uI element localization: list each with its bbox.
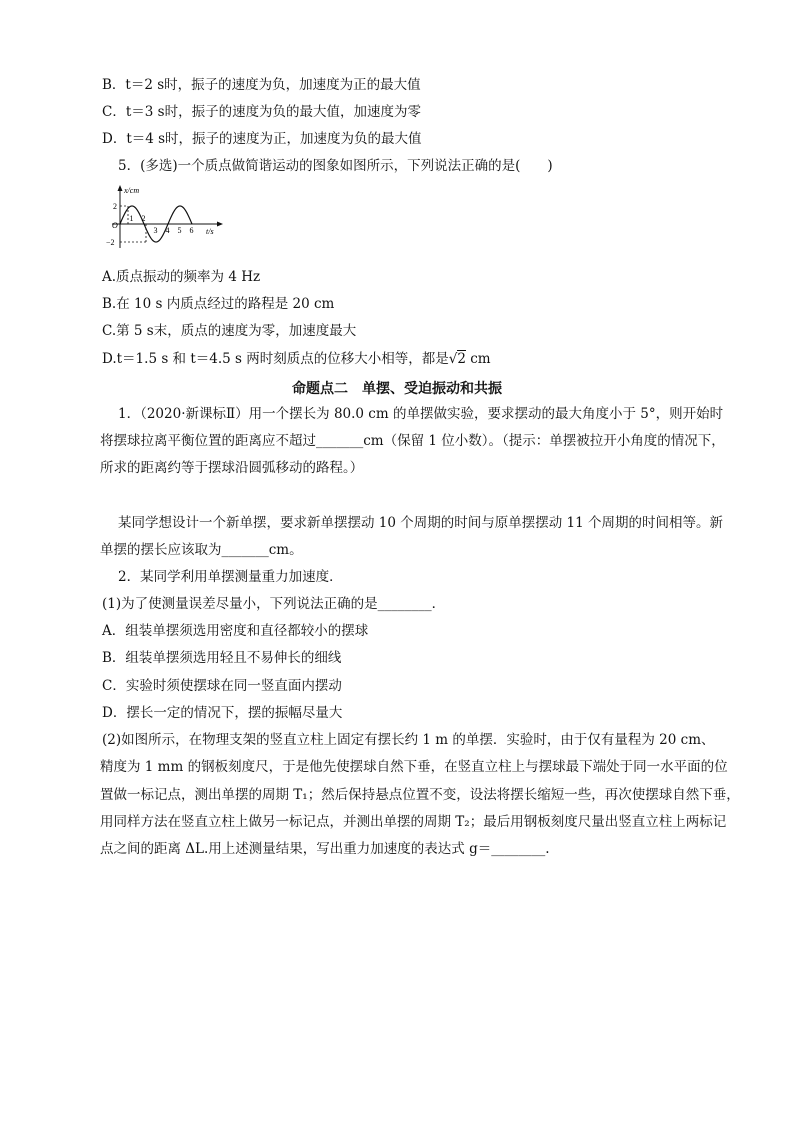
- q5-stem: 5．(多选)一个质点做简谐运动的图象如图所示，下列说法正确的是( ): [118, 158, 553, 174]
- q4-option-c: C．t＝3 s时，振子的速度为负的最大值，加速度为零: [102, 104, 422, 120]
- q5-option-c: C.第 5 s末，质点的速度为零，加速度最大: [102, 323, 357, 339]
- s2-sub2-line-1: (2)如图所示，在物理支架的竖直立柱上固定有摆长约 1 m 的单摆．实验时，由于仅有量程为 20 cm、: [102, 732, 715, 748]
- graph-origin: O: [112, 221, 118, 230]
- q5-option-a: A.质点振动的频率为 4 Hz: [102, 269, 261, 285]
- q4-option-b: B．t＝2 s时，振子的速度为负，加速度为正的最大值: [102, 77, 421, 93]
- graph-xtick-1: 1: [129, 214, 134, 223]
- s2-sub1: (1)为了使测量误差尽量小，下列说法正确的是________．: [102, 596, 446, 612]
- vibration-graph: [100, 184, 230, 254]
- sqrt-radicand: 2: [457, 351, 466, 367]
- s2-stem: 2．某同学利用单摆测量重力加速度．: [118, 569, 343, 585]
- q5-option-d-text: D.t＝1.5 s 和 t＝4.5 s 两时刻质点的位移大小相等，都是: [102, 351, 449, 367]
- s1-line-1: 1．（2020·新课标Ⅱ）用一个摆长为 80.0 cm 的单摆做实验，要求摆动的最大角度小于 5°，则开始时: [118, 406, 724, 422]
- s2-option-d: D．摆长一定的情况下，摆的振幅尽量大: [102, 705, 343, 721]
- graph-ytick-top: 2: [113, 202, 117, 211]
- q5-option-d-unit: cm: [465, 351, 491, 367]
- s1-line-5: 单摆的摆长应该取为_______cm。: [100, 542, 303, 558]
- graph-xtick-4: 4: [165, 226, 170, 235]
- sqrt-symbol: √2: [448, 351, 466, 367]
- graph-ytick-bottom: −2: [106, 238, 115, 247]
- s2-sub2-line-4: 用同样方法在竖直立柱上做另一标记点，并测出单摆的周期 T₂；最后用钢板刻度尺量出竖直立柱上两标记: [100, 814, 727, 830]
- s2-sub2-line-5: 点之间的距离 ΔL.用上述测量结果，写出重力加速度的表达式 g＝________.: [100, 841, 550, 857]
- s2-sub2-line-3: 置做一标记点，测出单摆的周期 T₁；然后保持悬点位置不变，设法将摆长缩短一些，再次使摆球自然下垂，: [100, 787, 740, 803]
- q4-option-d: D．t＝4 s时，振子的速度为正，加速度为负的最大值: [102, 131, 422, 147]
- graph-xlabel: t/s: [206, 227, 214, 236]
- section-heading: 命题点二 单摆、受迫振动和共振: [292, 381, 502, 397]
- s2-sub2-line-2: 精度为 1 mm 的钢板刻度尺，于是他先使摆球自然下垂，在竖直立柱上与摆球最下端处于同一水平面的位: [100, 759, 728, 775]
- s2-option-a: A．组装单摆须选用密度和直径都较小的摆球: [102, 623, 369, 639]
- s1-line-4: 某同学想设计一个新单摆，要求新单摆摆动 10 个周期的时间与原单摆摆动 11 个周期的时间相等。新: [118, 515, 724, 531]
- graph-xtick-2: 2: [141, 214, 146, 223]
- q5-option-b: B.在 10 s 内质点经过的路程是 20 cm: [102, 296, 335, 312]
- graph-x-arrow: [217, 222, 223, 227]
- q5-option-d: [102, 350, 491, 368]
- graph-ylabel: x/cm: [124, 186, 140, 195]
- graph-y-arrow: [118, 185, 123, 191]
- graph-xtick-5: 5: [177, 226, 182, 235]
- s2-option-b: B．组装单摆须选用轻且不易伸长的细线: [102, 650, 342, 666]
- graph-xtick-3: 3: [153, 226, 158, 235]
- s1-line-2: 将摆球拉离平衡位置的距离应不超过_______cm（保留 1 位小数）。（提示：单摆被拉开小角度的情况下，: [100, 433, 725, 449]
- s2-option-c: C．实验时须使摆球在同一竖直面内摆动: [102, 678, 342, 694]
- graph-xtick-6: 6: [189, 226, 194, 235]
- s1-line-3: 所求的距离约等于摆球沿圆弧移动的路程。）: [100, 460, 364, 476]
